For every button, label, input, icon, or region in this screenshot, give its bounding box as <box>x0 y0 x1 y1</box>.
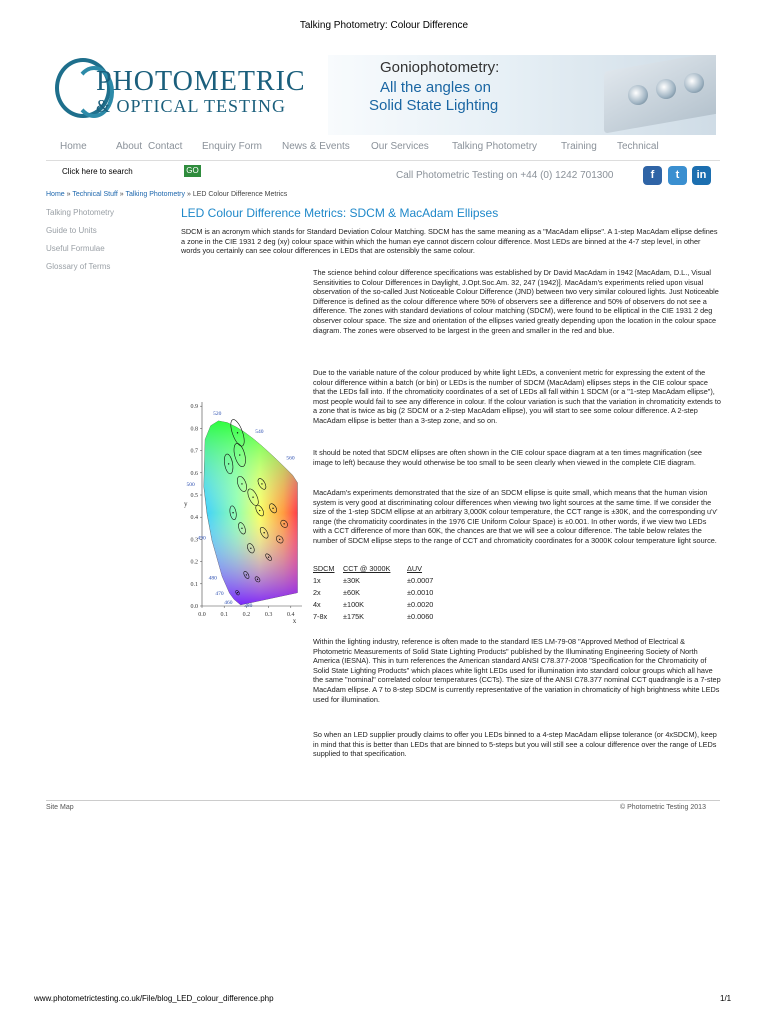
led-lamp <box>684 73 704 93</box>
linkedin-icon[interactable]: in <box>692 166 711 185</box>
page-url: www.photometrictesting.co.uk/File/blog_LED_colour_difference.php <box>34 994 274 1003</box>
twitter-icon[interactable]: t <box>668 166 687 185</box>
table-header: SDCM <box>313 564 335 573</box>
led-lamp <box>628 85 648 105</box>
article-paragraph: It should be noted that SDCM ellipses are often shown in the CIE colour space diagram at a ten times magnification (see image to left) because they would otherwise be too small to be seen clearly when viewed in the complete CIE diagram. <box>313 448 702 467</box>
wavelength-label: 520 <box>213 411 222 418</box>
ellipse-center-dot <box>241 483 242 484</box>
ellipse-center-dot <box>237 432 238 433</box>
table-cell: ±0.0010 <box>407 588 434 597</box>
breadcrumb-technical-stuff[interactable]: Technical Stuff <box>72 191 118 198</box>
x-tick-label: 0.4 <box>287 612 295 618</box>
x-tick-label: 0.3 <box>264 612 273 618</box>
breadcrumb <box>46 191 287 198</box>
y-tick-label: 0.0 <box>190 604 198 610</box>
nav-divider <box>46 160 720 161</box>
ellipse-center-dot <box>232 512 233 513</box>
wavelength-label: 490 <box>197 535 206 542</box>
sdcm-table <box>313 563 467 623</box>
wavelength-label: 500 <box>186 482 195 489</box>
nav-home[interactable]: Home <box>60 141 87 152</box>
ellipse-center-dot <box>250 548 251 549</box>
ellipse-center-dot <box>272 508 273 509</box>
ellipse-center-dot <box>261 483 262 484</box>
wavelength-label: 480 <box>208 575 217 582</box>
wavelength-label: 470 <box>215 590 224 597</box>
sidenav-guide-to-units[interactable]: Guide to Units <box>46 226 97 235</box>
x-axis-label: x <box>292 617 297 625</box>
table-row <box>313 575 467 587</box>
y-tick-label: 0.2 <box>190 559 198 566</box>
logo-text-line1: PHOTOMETRIC <box>96 66 306 97</box>
ellipse-center-dot <box>237 592 238 593</box>
table-row <box>313 611 467 623</box>
wavelength-label: 380 <box>244 603 253 610</box>
nav-technical[interactable]: Technical <box>617 141 659 152</box>
y-tick-label: 0.5 <box>190 493 198 499</box>
ellipse-center-dot <box>283 523 284 524</box>
table-cell: 2x <box>313 588 321 597</box>
search-go-button[interactable]: GO <box>184 165 201 177</box>
table-cell: ±0.0060 <box>407 612 434 621</box>
article-paragraph: The science behind colour difference specifications was established by Dr David MacAdam in 1942 [MacAdam, D.L., Visual Sensitivities to Colour Differences in Daylight, J.Opt.Soc.Am. 32, 247 (1942)]. MacAdam's experiments relied upon visual observation of the so-called Just Noticeable Colour Difference (JND) between two very similar coloured lights. Just Noticeable Difference is defined as the colour difference where 50% of observers see a difference and 50% of observers do not see a difference. The zones with standard deviations of colour matching (SDCM), were found to be elliptical in the CIE 1931 2 deg observer colour space. The size and orientation of the ellipses varied greatly depending upon the location in the colour space diagram. The zones were observed to be largest in the green and smaller in the red and blue. <box>313 268 719 335</box>
company-logo[interactable] <box>52 58 312 126</box>
table-header: ΔUV <box>407 564 423 573</box>
table-cell: 4x <box>313 600 321 609</box>
table-cell: ±30K <box>343 576 360 585</box>
banner-line2: All the angles on <box>380 79 491 96</box>
table-cell: ±0.0007 <box>407 576 434 585</box>
wavelength-label: 540 <box>255 428 264 435</box>
ellipse-center-dot <box>263 532 264 533</box>
sidenav-talking-photometry[interactable]: Talking Photometry <box>46 208 115 217</box>
banner-goniophotometry[interactable] <box>328 55 716 135</box>
ellipse-center-dot <box>228 463 229 464</box>
article-paragraph: So when an LED supplier proudly claims to offer you LEDs binned to a 4-step MacAdam ellipse tolerance (or 4xSDCM), keep in mind that this is better than LEDs that are binned to 5-steps but you will still see a colour difference over the range of LEDs supplied to that specification. <box>313 730 717 759</box>
nav-news-events[interactable]: News & Events <box>282 141 350 152</box>
search-link[interactable]: Click here to search <box>62 167 133 176</box>
ellipse-center-dot <box>246 574 247 575</box>
table-cell: 7-8x <box>313 612 328 621</box>
nav-our-services[interactable]: Our Services <box>371 141 429 152</box>
table-header: CCT @ 3000K <box>343 564 391 573</box>
nav-contact[interactable]: Contact <box>148 141 183 152</box>
article-paragraph: Within the lighting industry, reference is often made to the standard IES LM-79-08 "Approved Method of Electrical & Photometric Measurements of Solid State Lighting Products" published by the Illuminating Engineering Society of North America (IESNA). This in turn references the American standard ANSI C78.377-2008 "Specification for the Chromaticity of Solid State Lighting Products" which places white light LEDs used for illumination into standard colour groups which all have the same "nominal" correlated colour temperatures (CCTs). The size of the ANSI C78.377 nominal CCT quadrangle is a 7-step MacAdam ellipse. A 7 to 8-step SDCM is currently representative of the variation in chromaticity of high brightness white LEDs used for illumination. <box>313 637 721 704</box>
page-number: 1/1 <box>720 994 732 1003</box>
footer-divider <box>46 800 720 801</box>
wavelength-label: 460 <box>224 600 233 607</box>
spectral-locus-overlay <box>204 421 298 605</box>
ellipse-center-dot <box>252 497 253 498</box>
breadcrumb-separator: » <box>66 191 71 198</box>
table-cell: ±175K <box>343 612 365 621</box>
cie-diagram <box>178 398 306 634</box>
breadcrumb-current: LED Colour Difference Metrics <box>192 191 288 198</box>
ellipse-center-dot <box>259 510 260 511</box>
sitemap-link[interactable]: Site Map <box>46 804 74 811</box>
led-lamp <box>656 79 676 99</box>
breadcrumb-home[interactable]: Home <box>46 191 65 198</box>
wavelength-label: 560 <box>286 455 295 462</box>
article-intro: SDCM is an acronym which stands for Standard Deviation Colour Matching. SDCM has the same meaning as a "MacAdam ellipse". A 1-step MacAdam ellipse defines a zone in the CIE 1931 2 deg (xy) colour space within which the human eye cannot discern colour difference. Most LEDs are binned at the 4-7 step level, in other words you certainly can see colour differences in LEDs that are ostensibly the same colour. <box>181 227 718 256</box>
breadcrumb-separator: » <box>119 191 124 198</box>
table-cell: ±60K <box>343 588 360 597</box>
ellipse-center-dot <box>257 579 258 580</box>
sidenav-useful-formulae[interactable]: Useful Formulae <box>46 244 105 253</box>
call-info: Call Photometric Testing on +44 (0) 1242 701300 <box>396 170 614 181</box>
article-title: LED Colour Difference Metrics: SDCM & MacAdam Ellipses <box>181 206 499 220</box>
y-axis-label: y <box>184 500 188 509</box>
copyright: © Photometric Testing 2013 <box>620 804 706 811</box>
print-title: Talking Photometry: Colour Difference <box>299 20 469 31</box>
table-cell: ±0.0020 <box>407 600 434 609</box>
nav-training[interactable]: Training <box>561 141 597 152</box>
x-tick-label: 0.2 <box>242 612 251 618</box>
table-header-row <box>313 563 467 575</box>
ellipse-center-dot <box>279 539 280 540</box>
sidenav-glossary[interactable]: Glossary of Terms <box>46 262 111 271</box>
ellipse-center-dot <box>239 454 240 455</box>
table-row <box>313 599 467 611</box>
y-tick-label: 0.1 <box>190 581 198 588</box>
breadcrumb-talking-photometry[interactable]: Talking Photometry <box>125 191 185 198</box>
table-cell: ±100K <box>343 600 365 609</box>
y-tick-label: 0.3 <box>190 537 198 544</box>
article-paragraph: Due to the variable nature of the colour produced by white light LEDs, a convenient metric for expressing the extent of the colour difference within a batch (or bin) or LEDs is the number of SDCM (MacAdam) ellipses steps in the CIE colour space that the LEDs fall into. If the chromaticity coordinates of a set of LEDs all fall within 1 SDCM (or a "1-step MacAdam ellipse"), most people would fail to see any difference in colour. If the colour variation is such that the variation in chromaticity extends to a zone that is twice as big (2 SDCM or a 2-step MacAdam ellipse), you will start to see some colour difference. A 2-step MacAdam ellipse is better than a 3-step zone, and so on. <box>313 368 721 425</box>
logo-text-line2: & OPTICAL TESTING <box>96 96 286 116</box>
nav-about[interactable]: About <box>116 141 143 152</box>
y-tick-label: 0.4 <box>190 515 198 522</box>
x-tick-label: 0.0 <box>198 612 206 618</box>
ellipse-center-dot <box>268 556 269 557</box>
facebook-icon[interactable]: f <box>643 166 662 185</box>
banner-line3: Solid State Lighting <box>369 97 499 114</box>
x-tick-label: 0.1 <box>220 612 228 618</box>
breadcrumb-separator: » <box>186 191 191 198</box>
y-tick-label: 0.6 <box>190 470 198 477</box>
table-cell: 1x <box>313 576 321 585</box>
article-paragraph: MacAdam's experiments demonstrated that the size of an SDCM ellipse is quite small, which means that the human vision system is very good at discriminating colour differences when viewing two light sources at the same time. If we consider the size of the 1-step SDCM ellipse at an arbitrary 3,000K colour temperature, the CCT range is ±30K, and the corresponding u'v' range (the chromaticity coordinates in the 1976 CIE Uniform Colour Space) is ±0.001. In other words, if we view two LEDs with a CCT difference of more than 60K, the chances are that we will see a colour difference. The table below relates the number of SDCM ellipse steps to the range of CCT and chromaticity coordinates for a 3000K colour temperature light source. <box>313 488 718 545</box>
y-tick-label: 0.8 <box>190 426 198 433</box>
banner-line1: Goniophotometry: <box>380 59 500 76</box>
nav-talking-photometry[interactable]: Talking Photometry <box>452 141 538 152</box>
nav-enquiry-form[interactable]: Enquiry Form <box>202 141 263 152</box>
y-tick-label: 0.9 <box>190 404 198 411</box>
cie-diagram-svg <box>178 398 306 634</box>
table-row <box>313 587 467 599</box>
y-tick-label: 0.7 <box>190 448 198 455</box>
ellipse-center-dot <box>241 528 242 529</box>
